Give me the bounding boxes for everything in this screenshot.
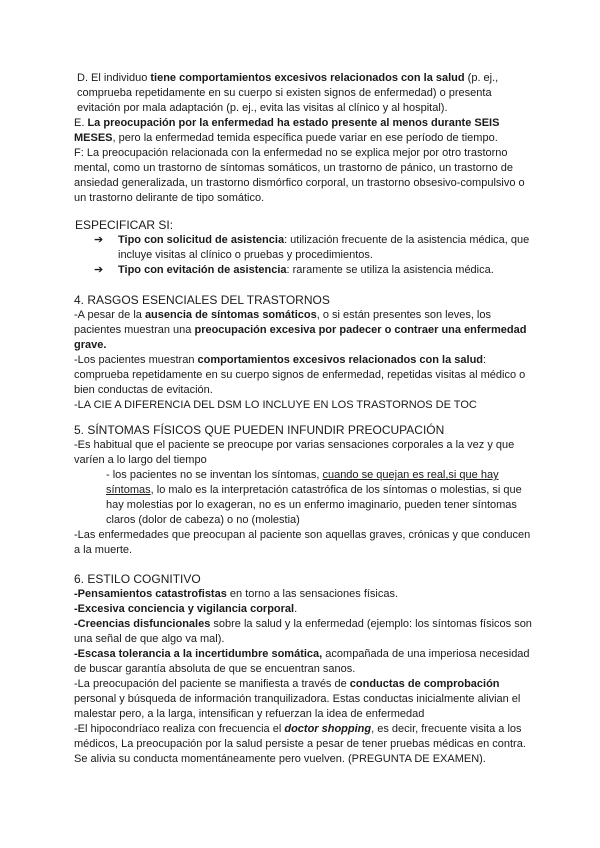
rasgos-p2-a: -Los pacientes muestran: [74, 354, 198, 366]
rasgos-paragraph-2: [74, 353, 536, 398]
estilo-l2-rest: .: [294, 603, 298, 615]
rasgos-p2-c: : comprueba repetidamente en su cuerpo signos de enfermedad, repetidas visitas al médico o bien conductas de evitación.: [74, 354, 526, 396]
rasgos-p1-d: preocupación excesiva por padecer o contraer una enfermedad grave.: [74, 324, 527, 351]
estilo-line-2: [74, 602, 536, 617]
sintomas-sub-a: - los pacientes no se inventan los síntomas,: [106, 469, 323, 481]
rasgos-p2-b: comportamientos excesivos relacionados con la salud: [197, 354, 484, 366]
criterion-d-prefix: D. El individuo: [77, 72, 151, 84]
sintomas-sub-c: , lo malo es la interpretación catastrófica de los síntomas o molestias, si que hay molestias por lo exageran, no es un enfermo imaginario, pueden tener síntomas claros (dolor de cabeza) o no (molestia): [106, 484, 522, 526]
estilo-l4-bold: -Escasa tolerancia a la incertidumbre somática,: [74, 648, 323, 660]
criterion-f: F: La preocupación relacionada con la enfermedad no se explica mejor por otro trastorno mental, como un trastorno de síntomas somáticos, un trastorno de pánico, un trastorno de ansiedad generalizada, un trastorno dismórfico corporal, un trastorno obsesivo-compulsivo o un trastorno delirante de tipo somático.: [74, 147, 525, 204]
rasgos-p1-a: -A pesar de la: [74, 309, 145, 321]
rasgos-paragraph-3: -LA CIE A DIFERENCIA DEL DSM LO INCLUYE EN LOS TRASTORNOS DE TOC: [74, 399, 477, 411]
criterion-d-bold: tiene comportamientos excesivos relacionados con la salud: [150, 72, 465, 84]
estilo-line-4: [74, 647, 536, 677]
sintomas-heading: 5. SÍNTOMAS FÍSICOS QUE PUEDEN INFUNDIR PREOCUPACIÓN: [74, 423, 445, 437]
estilo-section: [74, 571, 536, 767]
estilo-line-5: [74, 677, 536, 722]
sintomas-section: [74, 422, 536, 558]
arrow-right-icon: ➔: [94, 234, 104, 246]
estilo-line-3: [74, 617, 536, 647]
estilo-l5-a: -La preocupación del paciente se manifiesta a través de: [74, 678, 350, 690]
sintomas-paragraph-2: -Las enfermedades que preocupan al paciente son aquellas graves, crónicas y que conducen a la muerte.: [74, 529, 531, 556]
estilo-l5-c: personal y búsqueda de información tranquilizadora. Estas conductas inicialmente alivian el malestar pero, a la larga, intensifican y refuerzan la idea de enfermedad: [74, 693, 521, 720]
rasgos-p1-c: , o si están presentes son leves, los pacientes muestran una: [74, 309, 491, 336]
sintomas-paragraph-1: -Es habitual que el paciente se preocupe por varias sensaciones corporales a la vez y que varíen a lo largo del tiempo: [74, 439, 515, 466]
rasgos-heading: 4. RASGOS ESENCIALES DEL TRASTORNOS: [74, 293, 330, 307]
estilo-l2-bold: -Excesiva conciencia y vigilancia corporal: [74, 603, 295, 615]
estilo-l3-rest: sobre la salud y la enfermedad (ejemplo: los síntomas físicos son una señal de que algo va mal).: [74, 618, 532, 645]
especificar-item-2-rest: : raramente se utiliza la asistencia médica.: [286, 264, 494, 276]
rasgos-section: [74, 292, 536, 413]
especificar-item-2-bold: Tipo con evitación de asistencia: [118, 264, 287, 276]
arrow-right-icon: ➔: [94, 264, 104, 276]
rasgos-p1-b: ausencia de síntomas somáticos: [144, 309, 317, 321]
sintomas-subitem: [74, 468, 536, 528]
especificar-item-1-rest: : utilización frecuente de la asistencia médica, que incluye visitas al clínico o pruebas y procedimientos.: [118, 234, 530, 261]
especificar-block: [74, 217, 536, 278]
especificar-item-1-bold: Tipo con solicitud de asistencia: [118, 234, 285, 246]
criterion-d-rest: (p. ej., comprueba repetidamente en su cuerpo si existen signos de enfermedad) o presenta evitación por mala adaptación (p. ej., evita las visitas al clínico y al hospital).: [77, 72, 499, 114]
especificar-heading: ESPECIFICAR SI:: [75, 218, 174, 232]
criterion-e-prefix: E.: [74, 117, 88, 129]
estilo-l3-bold: -Creencias disfuncionales: [74, 618, 211, 630]
estilo-l1-bold: -Pensamientos catastrofistas: [74, 588, 227, 600]
estilo-heading: 6. ESTILO COGNITIVO: [74, 572, 201, 586]
estilo-l6-a: -El hipocondríaco realiza con frecuencia el: [74, 723, 285, 735]
estilo-line-1: [74, 587, 536, 602]
especificar-item-2: [84, 263, 536, 278]
criteria-block: [74, 71, 536, 206]
estilo-l6-bold-italic: doctor shopping: [284, 723, 372, 735]
sintomas-sub-underlined: cuando se quejan es real,si que hay síntomas: [106, 469, 499, 496]
estilo-l6-c: , es decir, frecuente visita a los médicos, La preocupación por la salud persiste a pesar de tener pruebas médicas en contra. Se alivia su conducta momentáneamente pero vuelven. (PREGUNTA DE EXAMEN).: [74, 723, 526, 765]
estilo-l5-bold: conductas de comprobación: [349, 678, 500, 690]
especificar-item-1: [84, 233, 536, 263]
criterion-e: [74, 116, 536, 146]
criterion-e-rest: , pero la enfermedad temida específica puede variar en ese período de tiempo.: [112, 132, 498, 144]
estilo-line-6: [74, 722, 536, 767]
estilo-l1-rest: en torno a las sensaciones físicas.: [226, 588, 399, 600]
criterion-d: [74, 71, 536, 116]
estilo-l4-rest: acompañada de una imperiosa necesidad de buscar garantía absoluta de que se encuentran sanos.: [74, 648, 530, 675]
criterion-e-bold: La preocupación por la enfermedad ha estado presente al menos durante SEIS MESES: [74, 117, 500, 144]
rasgos-paragraph-1: [74, 308, 536, 353]
